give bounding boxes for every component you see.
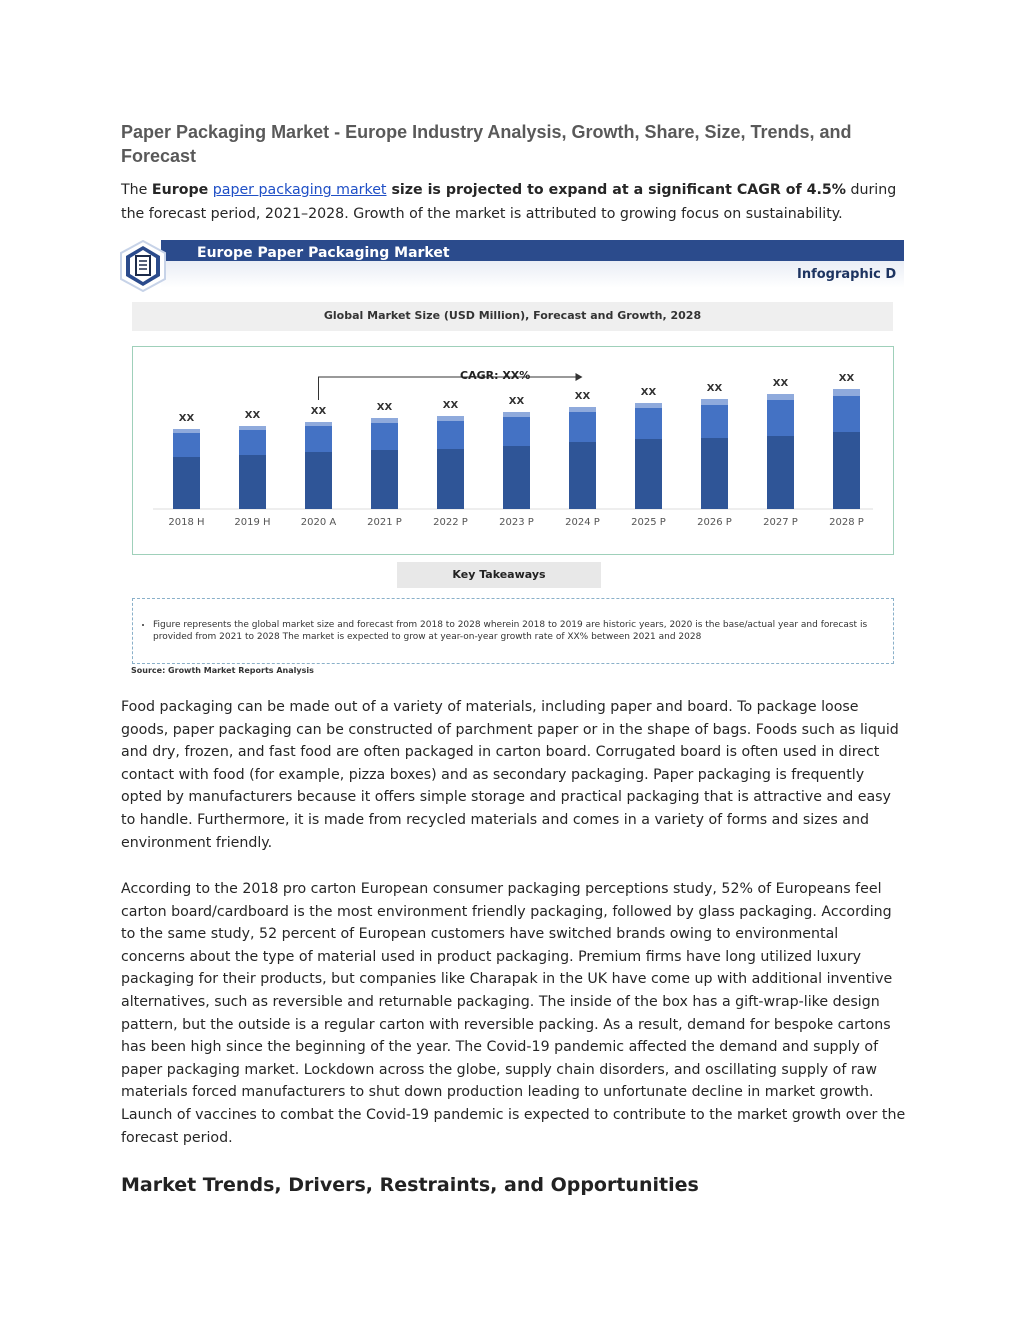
bar-segment [173, 457, 200, 509]
key-takeaways-header [397, 562, 601, 588]
infographic-banner [161, 240, 904, 288]
bar-value-label: XX [838, 373, 855, 384]
section-heading: Market Trends, Drivers, Restraints, and Opportunities [121, 1174, 699, 1196]
bar-segment [437, 421, 464, 449]
bar-chart [132, 346, 894, 555]
x-tick-label: 2023 P [499, 517, 534, 528]
bar-segment [767, 436, 794, 509]
bar-segment [173, 429, 200, 433]
cagr-arrowhead [576, 373, 583, 381]
x-tick-label: 2027 P [763, 517, 798, 528]
bar-value-label: XX [244, 410, 261, 421]
bar-segment [503, 412, 530, 417]
bar-segment [569, 407, 596, 412]
x-tick-label: 2024 P [565, 517, 600, 528]
source-note: Source: Growth Market Reports Analysis [131, 666, 314, 675]
bar-value-label: XX [574, 391, 591, 402]
document-icon [119, 240, 167, 292]
bar-segment [305, 422, 332, 426]
bar-segment [437, 416, 464, 421]
x-tick-label: 2026 P [697, 517, 732, 528]
banner-subtitle: Infographic D [797, 267, 897, 282]
bar-value-label: XX [508, 396, 525, 407]
bar-value-label: XX [442, 400, 459, 411]
bar-segment [305, 426, 332, 452]
bar-segment [833, 396, 860, 432]
x-tick-label: 2019 H [234, 517, 271, 528]
bar-segment [701, 405, 728, 438]
bar-value-label: XX [640, 387, 657, 398]
intro-text-2: during the forecast period, 2021–2028. Growth of the market is attributed to growing focus on sustainability. [121, 182, 897, 222]
x-tick-label: 2020 A [300, 517, 337, 528]
body-paragraph-1: Food packaging can be made out of a variety of materials, including paper and board. To package loose goods, paper packaging can be constructed of parchment paper or in the shape of bags. Foods such as liquid and dry, frozen, and fast food are often packaged in carton board. Corrugated board is often used in direct contact with food (for example, pizza boxes) and as secondary packaging. Paper packaging is frequently opted by manufacturers because it offers simple storage and practical packaging that is attractive and easy to handle. Furthermore, it is made from recycled materials and comes in a variety of forms and sizes and environment friendly. [121, 699, 899, 851]
bar-segment [833, 432, 860, 509]
bar-segment [701, 438, 728, 509]
bar-value-label: XX [706, 383, 723, 394]
bar-segment [239, 426, 266, 430]
bar-value-label: XX [376, 402, 393, 413]
bar-segment [767, 400, 794, 436]
key-takeaways-title: Key Takeaways [452, 568, 546, 581]
bar-segment [635, 408, 662, 439]
cagr-label: CAGR: XX% [460, 369, 531, 382]
chart-header-text: Global Market Size (USD Million), Forecast and Growth, 2028 [323, 309, 702, 322]
bar-segment [503, 446, 530, 509]
paper-packaging-market-link[interactable]: paper packaging market [212, 182, 387, 198]
takeaway-item: • Figure represents the global market size and forecast from 2018 to 2028 wherein 2018 to 2019 are historic years, 2020 is the base/actual year and forecast is provided from 2021 to 2028 The market is expected to grow at year-on-year growth rate of XX% between 2021 and 2028 [153, 619, 893, 643]
bar-segment [701, 399, 728, 405]
bar-segment [371, 423, 398, 450]
key-takeaways-box [132, 598, 894, 664]
intro-paragraph [121, 178, 906, 226]
intro-region: Europe [151, 182, 209, 198]
bar-segment [173, 433, 200, 457]
chart-header [132, 302, 893, 331]
bar-segment [635, 439, 662, 509]
intro-cagr-text: size is projected to expand at a significant CAGR of 4.5% [386, 182, 846, 198]
bar-segment [305, 452, 332, 509]
x-tick-label: 2022 P [433, 517, 468, 528]
bar-segment [503, 417, 530, 446]
bar-value-label: XX [772, 378, 789, 389]
banner-title: Europe Paper Packaging Market [197, 245, 450, 261]
body-paragraph-2: According to the 2018 pro carton European consumer packaging perceptions study, 52% of Europeans feel carton board/cardboard is the most environment friendly packaging, followed by glass packaging. According to the same study, 52 percent of European customers have switched brands owing to environmental concerns about the type of material used in product packaging. Premium firms have long utilized luxury packaging for their products, but companies like Charapak in the UK have come up with additional inventive alternatives, such as reversible and returnable packaging. The inside of the box has a gift-wrap-like design pattern, but the outside is a regular carton with reversible packing. As a result, demand for bespoke cartons has been high since the beginning of the year. The Covid-19 pandemic affected the demand and supply of paper packaging market. Lockdown across the globe, supply chain disorders, and oscillating supply of raw materials forced manufacturers to shut down production leading to unfortunate decline in market growth. Launch of vaccines to combat the Covid-19 pandemic is expected to contribute to the market growth over the forecast period. [121, 881, 906, 1146]
bar-segment [833, 389, 860, 396]
bar-segment [569, 412, 596, 442]
bar-value-label: XX [310, 406, 327, 417]
bar-segment [635, 403, 662, 408]
x-tick-label: 2028 P [829, 517, 864, 528]
intro-text-1: The [121, 182, 152, 198]
bar-segment [767, 394, 794, 400]
x-tick-label: 2021 P [367, 517, 402, 528]
bar-segment [371, 450, 398, 509]
infographic [119, 236, 904, 682]
x-tick-label: 2018 H [168, 517, 205, 528]
bar-segment [371, 418, 398, 423]
bar-chart-svg [133, 347, 893, 554]
bar-value-label: XX [178, 413, 195, 424]
bar-segment [239, 455, 266, 509]
bar-segment [569, 442, 596, 509]
cagr-arrow [319, 377, 577, 400]
page-title: Paper Packaging Market - Europe Industry Analysis, Growth, Share, Size, Trends, and Forecast [121, 122, 852, 166]
takeaways-list [137, 619, 893, 643]
bar-segment [437, 449, 464, 509]
x-tick-label: 2025 P [631, 517, 666, 528]
bar-segment [239, 430, 266, 455]
